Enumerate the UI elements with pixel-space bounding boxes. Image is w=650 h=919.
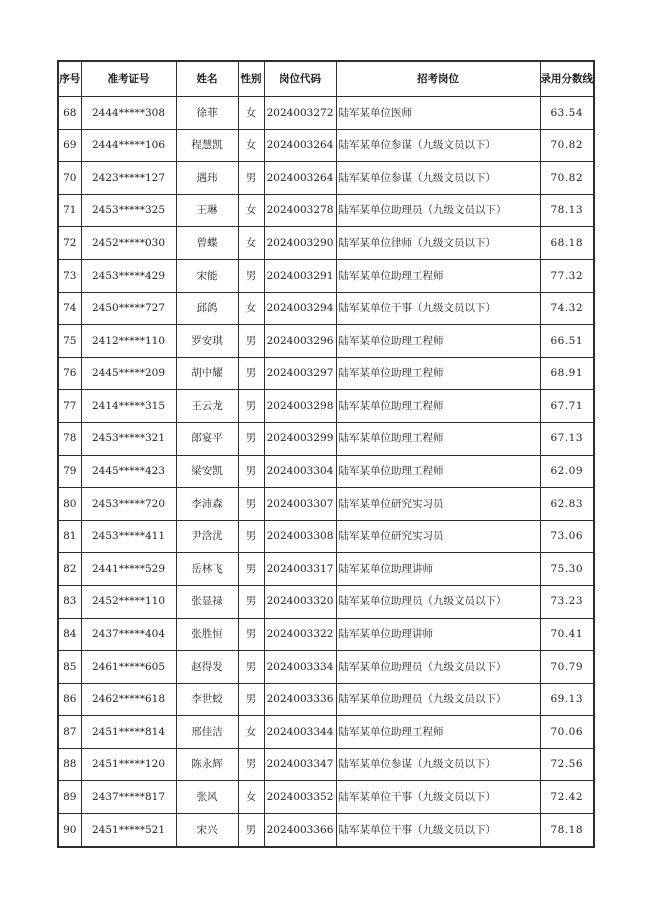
cell-id: 2444*****308 <box>81 97 176 130</box>
cell-id: 2414*****315 <box>81 390 176 423</box>
score-table-container <box>57 60 595 848</box>
cell-id: 2452*****110 <box>81 585 176 618</box>
table-row <box>58 651 594 684</box>
cell-name: 李世蛟 <box>176 683 238 716</box>
cell-gender: 男 <box>238 422 264 455</box>
cell-position: 陆军某单位研究实习员 <box>336 520 540 553</box>
cell-position: 陆军某单位助理工程师 <box>336 259 540 292</box>
cell-id: 2461*****605 <box>81 651 176 684</box>
admission-score-table <box>57 60 595 848</box>
cell-score: 62.83 <box>540 488 594 521</box>
cell-index: 89 <box>58 781 81 814</box>
cell-position: 陆军某单位助理工程师 <box>336 716 540 749</box>
cell-score: 67.71 <box>540 390 594 423</box>
cell-code: 2024003366 <box>264 814 336 847</box>
table-row <box>58 814 594 847</box>
cell-position: 陆军某单位助理讲师 <box>336 618 540 651</box>
cell-id: 2444*****106 <box>81 129 176 162</box>
cell-position: 陆军某单位助理工程师 <box>336 455 540 488</box>
cell-id: 2450*****727 <box>81 292 176 325</box>
table-row <box>58 129 594 162</box>
cell-index: 77 <box>58 390 81 423</box>
cell-gender: 女 <box>238 781 264 814</box>
cell-code: 2024003304 <box>264 455 336 488</box>
cell-code: 2024003317 <box>264 553 336 586</box>
cell-id: 2453*****325 <box>81 194 176 227</box>
cell-code: 2024003272 <box>264 97 336 130</box>
cell-code: 2024003290 <box>264 227 336 260</box>
cell-name: 王琳 <box>176 194 238 227</box>
cell-index: 71 <box>58 194 81 227</box>
cell-index: 87 <box>58 716 81 749</box>
cell-score: 70.82 <box>540 162 594 195</box>
cell-index: 75 <box>58 325 81 358</box>
cell-position: 陆军某单位律师（九级文员以下） <box>336 227 540 260</box>
cell-gender: 男 <box>238 259 264 292</box>
cell-score: 69.13 <box>540 683 594 716</box>
cell-name: 张显禄 <box>176 585 238 618</box>
cell-index: 80 <box>58 488 81 521</box>
cell-position: 陆军某单位助理员（九级文员以下） <box>336 194 540 227</box>
cell-gender: 男 <box>238 683 264 716</box>
column-header-gender: 性别 <box>238 61 264 97</box>
cell-id: 2452*****030 <box>81 227 176 260</box>
cell-id: 2437*****404 <box>81 618 176 651</box>
cell-score: 68.18 <box>540 227 594 260</box>
cell-position: 陆军某单位干事（九级文员以下） <box>336 292 540 325</box>
table-row <box>58 488 594 521</box>
cell-position: 陆军某单位研究实习员 <box>336 488 540 521</box>
cell-position: 陆军某单位参谋（九级文员以下） <box>336 162 540 195</box>
table-row <box>58 618 594 651</box>
cell-gender: 女 <box>238 716 264 749</box>
table-row <box>58 325 594 358</box>
cell-score: 73.23 <box>540 585 594 618</box>
cell-name: 罗安琪 <box>176 325 238 358</box>
cell-code: 2024003294 <box>264 292 336 325</box>
cell-position: 陆军某单位助理讲师 <box>336 553 540 586</box>
cell-id: 2453*****411 <box>81 520 176 553</box>
cell-position: 陆军某单位干事（九级文员以下） <box>336 781 540 814</box>
cell-name: 尹浛沋 <box>176 520 238 553</box>
cell-position: 陆军某单位助理员（九级文员以下） <box>336 651 540 684</box>
table-row <box>58 748 594 781</box>
cell-gender: 男 <box>238 325 264 358</box>
table-row <box>58 194 594 227</box>
cell-gender: 女 <box>238 227 264 260</box>
cell-index: 78 <box>58 422 81 455</box>
column-header-name: 姓名 <box>176 61 238 97</box>
cell-score: 70.79 <box>540 651 594 684</box>
cell-name: 胡中耀 <box>176 357 238 390</box>
cell-gender: 男 <box>238 162 264 195</box>
cell-position: 陆军某单位医师 <box>336 97 540 130</box>
cell-name: 宋兴 <box>176 814 238 847</box>
cell-name: 宋能 <box>176 259 238 292</box>
cell-index: 90 <box>58 814 81 847</box>
cell-code: 2024003336 <box>264 683 336 716</box>
cell-name: 赵得发 <box>176 651 238 684</box>
cell-name: 邱鸽 <box>176 292 238 325</box>
cell-code: 2024003296 <box>264 325 336 358</box>
cell-code: 2024003347 <box>264 748 336 781</box>
cell-score: 70.82 <box>540 129 594 162</box>
table-row <box>58 292 594 325</box>
cell-code: 2024003322 <box>264 618 336 651</box>
cell-id: 2445*****423 <box>81 455 176 488</box>
cell-code: 2024003299 <box>264 422 336 455</box>
cell-id: 2412*****110 <box>81 325 176 358</box>
cell-score: 62.09 <box>540 455 594 488</box>
cell-index: 76 <box>58 357 81 390</box>
cell-name: 张风 <box>176 781 238 814</box>
cell-index: 72 <box>58 227 81 260</box>
cell-name: 李沛森 <box>176 488 238 521</box>
cell-name: 郎宴平 <box>176 422 238 455</box>
cell-name: 张胜恒 <box>176 618 238 651</box>
cell-position: 陆军某单位助理工程师 <box>336 390 540 423</box>
cell-index: 73 <box>58 259 81 292</box>
table-row <box>58 781 594 814</box>
table-header <box>58 61 594 97</box>
cell-score: 66.51 <box>540 325 594 358</box>
cell-code: 2024003320 <box>264 585 336 618</box>
cell-gender: 男 <box>238 357 264 390</box>
table-row <box>58 585 594 618</box>
cell-score: 68.91 <box>540 357 594 390</box>
cell-position: 陆军某单位助理员（九级文员以下） <box>336 585 540 618</box>
cell-id: 2453*****429 <box>81 259 176 292</box>
header-row <box>58 61 594 97</box>
cell-score: 72.42 <box>540 781 594 814</box>
cell-index: 86 <box>58 683 81 716</box>
cell-gender: 男 <box>238 748 264 781</box>
cell-name: 邢佳洁 <box>176 716 238 749</box>
cell-score: 73.06 <box>540 520 594 553</box>
cell-score: 74.32 <box>540 292 594 325</box>
cell-gender: 女 <box>238 292 264 325</box>
cell-score: 70.06 <box>540 716 594 749</box>
table-row <box>58 227 594 260</box>
cell-index: 88 <box>58 748 81 781</box>
table-row <box>58 422 594 455</box>
cell-id: 2453*****720 <box>81 488 176 521</box>
cell-gender: 男 <box>238 553 264 586</box>
cell-id: 2453*****321 <box>81 422 176 455</box>
table-row <box>58 520 594 553</box>
cell-position: 陆军某单位助理员（九级文员以下） <box>336 683 540 716</box>
cell-position: 陆军某单位参谋（九级文员以下） <box>336 748 540 781</box>
cell-position: 陆军某单位参谋（九级文员以下） <box>336 129 540 162</box>
cell-gender: 男 <box>238 651 264 684</box>
cell-score: 77.32 <box>540 259 594 292</box>
column-header-position: 招考岗位 <box>336 61 540 97</box>
cell-score: 70.41 <box>540 618 594 651</box>
cell-gender: 女 <box>238 129 264 162</box>
cell-gender: 男 <box>238 390 264 423</box>
cell-name: 程慧凯 <box>176 129 238 162</box>
cell-name: 岳林飞 <box>176 553 238 586</box>
cell-name: 梁安凯 <box>176 455 238 488</box>
cell-score: 63.54 <box>540 97 594 130</box>
cell-code: 2024003344 <box>264 716 336 749</box>
table-row <box>58 455 594 488</box>
cell-position: 陆军某单位干事（九级文员以下） <box>336 814 540 847</box>
cell-code: 2024003291 <box>264 259 336 292</box>
cell-code: 2024003278 <box>264 194 336 227</box>
cell-gender: 男 <box>238 618 264 651</box>
cell-name: 徐菲 <box>176 97 238 130</box>
cell-gender: 女 <box>238 97 264 130</box>
cell-index: 70 <box>58 162 81 195</box>
cell-id: 2451*****120 <box>81 748 176 781</box>
cell-index: 84 <box>58 618 81 651</box>
cell-score: 72.56 <box>540 748 594 781</box>
cell-code: 2024003352 <box>264 781 336 814</box>
table-row <box>58 390 594 423</box>
column-header-index: 序号 <box>58 61 81 97</box>
cell-index: 69 <box>58 129 81 162</box>
cell-id: 2445*****209 <box>81 357 176 390</box>
cell-code: 2024003264 <box>264 162 336 195</box>
table-row <box>58 162 594 195</box>
table-body <box>58 97 594 847</box>
cell-gender: 男 <box>238 520 264 553</box>
cell-code: 2024003307 <box>264 488 336 521</box>
cell-id: 2451*****521 <box>81 814 176 847</box>
cell-id: 2462*****618 <box>81 683 176 716</box>
cell-code: 2024003297 <box>264 357 336 390</box>
cell-position: 陆军某单位助理工程师 <box>336 325 540 358</box>
cell-gender: 男 <box>238 585 264 618</box>
table-row <box>58 97 594 130</box>
cell-name: 遇玮 <box>176 162 238 195</box>
cell-score: 78.18 <box>540 814 594 847</box>
cell-score: 75.30 <box>540 553 594 586</box>
table-row <box>58 553 594 586</box>
column-header-score: 录用分数线 <box>540 61 594 97</box>
cell-name: 陈永辉 <box>176 748 238 781</box>
cell-id: 2451*****814 <box>81 716 176 749</box>
cell-code: 2024003298 <box>264 390 336 423</box>
cell-index: 74 <box>58 292 81 325</box>
cell-score: 67.13 <box>540 422 594 455</box>
cell-index: 85 <box>58 651 81 684</box>
cell-index: 68 <box>58 97 81 130</box>
cell-id: 2423*****127 <box>81 162 176 195</box>
cell-index: 82 <box>58 553 81 586</box>
table-row <box>58 716 594 749</box>
cell-gender: 男 <box>238 455 264 488</box>
table-row <box>58 259 594 292</box>
cell-code: 2024003334 <box>264 651 336 684</box>
cell-index: 83 <box>58 585 81 618</box>
cell-gender: 男 <box>238 814 264 847</box>
cell-index: 79 <box>58 455 81 488</box>
cell-name: 曾蝶 <box>176 227 238 260</box>
cell-id: 2437*****817 <box>81 781 176 814</box>
cell-position: 陆军某单位助理工程师 <box>336 422 540 455</box>
cell-index: 81 <box>58 520 81 553</box>
cell-name: 王云龙 <box>176 390 238 423</box>
cell-code: 2024003264 <box>264 129 336 162</box>
column-header-code: 岗位代码 <box>264 61 336 97</box>
cell-code: 2024003308 <box>264 520 336 553</box>
cell-gender: 男 <box>238 488 264 521</box>
cell-id: 2441*****529 <box>81 553 176 586</box>
table-row <box>58 357 594 390</box>
cell-position: 陆军某单位助理工程师 <box>336 357 540 390</box>
cell-score: 78.13 <box>540 194 594 227</box>
column-header-id: 准考证号 <box>81 61 176 97</box>
cell-gender: 女 <box>238 194 264 227</box>
table-row <box>58 683 594 716</box>
